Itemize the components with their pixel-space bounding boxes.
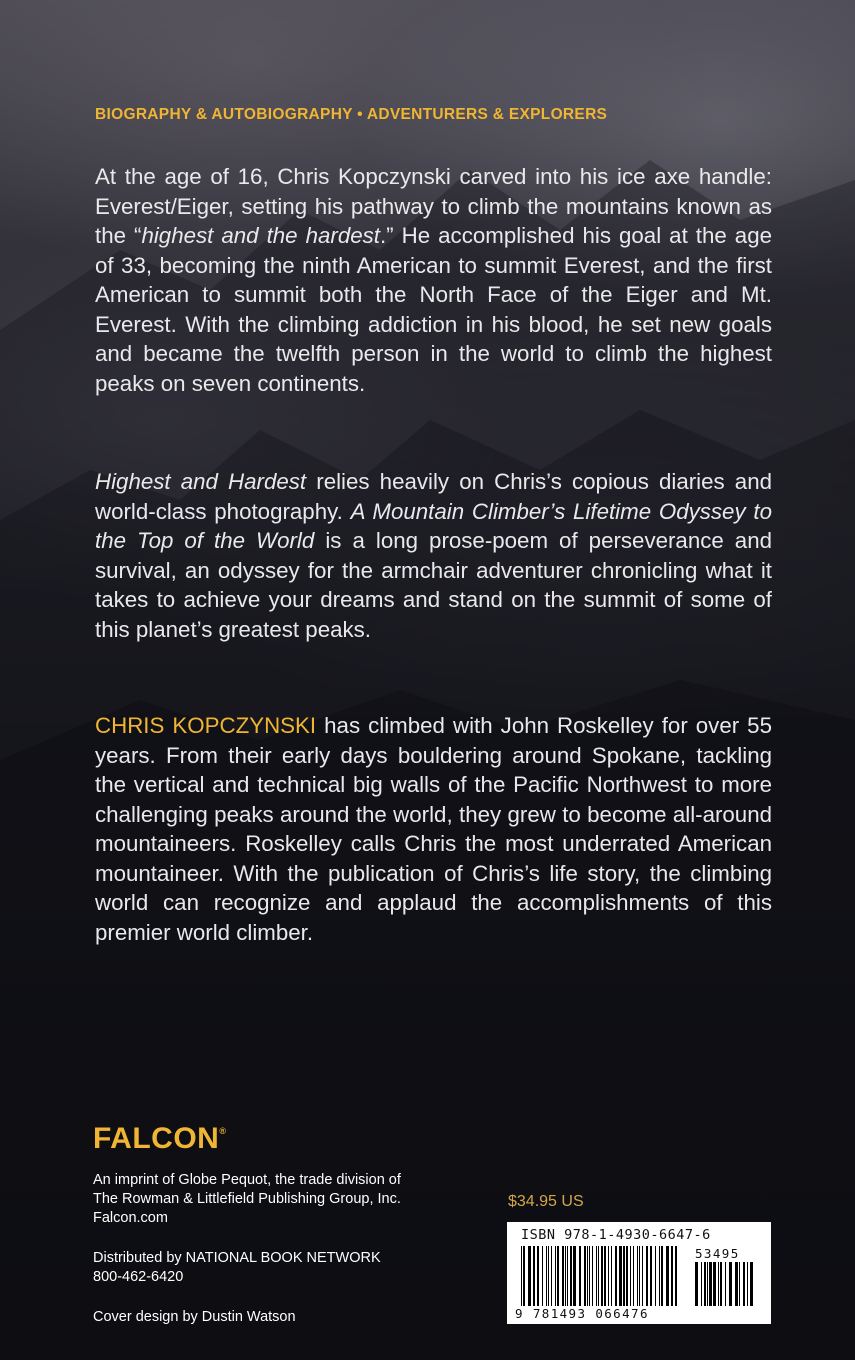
barcode-bar: [611, 1246, 612, 1306]
barcode-bar: [637, 1246, 638, 1306]
barcode-bar: [615, 1246, 617, 1306]
barcode-bar: [619, 1246, 622, 1306]
barcode-bar: [725, 1262, 726, 1306]
paragraph-2-italic-subtitle: A Mountain Climber’s Lifetime Odyssey to the Top of the World: [95, 498, 772, 553]
falcon-logo: [93, 1122, 226, 1156]
ean-digits: 9 781493 066476: [515, 1306, 649, 1321]
barcode-bar: [555, 1246, 556, 1306]
barcode-bar: [743, 1262, 745, 1306]
category-label: BIOGRAPHY & AUTOBIOGRAPHY • ADVENTURERS & EXPLORERS: [95, 106, 608, 123]
barcode-bar: [565, 1246, 566, 1306]
barcode-bar: [704, 1262, 706, 1306]
paragraph-2-text-a: relies heavily on Chris’s copious diaries and world-class photography.: [95, 469, 772, 524]
addon-digits: 53495: [695, 1246, 740, 1261]
barcode-bar: [589, 1246, 590, 1306]
falcon-logo-mark: ®: [219, 1126, 227, 1136]
barcode-bar: [604, 1246, 606, 1306]
description-paragraph-2: [95, 467, 772, 644]
barcode-bar: [542, 1246, 543, 1306]
barcode-bar: [587, 1246, 588, 1306]
imprint-line-1: An imprint of Globe Pequot, the trade division of: [93, 1172, 401, 1188]
barcode-bar: [642, 1246, 643, 1306]
distributor-phone: 800-462-6420: [93, 1269, 184, 1285]
barcode-bar: [579, 1246, 581, 1306]
paragraph-1-text-b: .” He accomplished his goal at the age of 33, becoming the ninth American to summit Everest, and the first American to summit both the North Face of the Eiger and Mt. Everest. With the climbing addiction in his blood, he set new goals and became the twelfth person in the world to climb the highest peaks on seven continents.: [95, 223, 773, 396]
paragraph-1-text-a: At the age of 16, Chris Kopczynski carved into his ice axe handle: Everest/Eiger, setting his pathway to climb the mountains known as the “: [95, 164, 772, 248]
barcode-bar: [729, 1262, 732, 1306]
barcode-bar: [709, 1262, 712, 1306]
ean-barcode-bars: [521, 1246, 681, 1306]
barcode-bar: [523, 1246, 525, 1306]
barcode-bar: [567, 1246, 568, 1306]
barcode-label: [507, 1222, 771, 1324]
barcode-bar: [528, 1246, 531, 1306]
barcode-bar: [570, 1246, 572, 1306]
barcode-bar: [551, 1246, 552, 1306]
cover-design-credit: Cover design by Dustin Watson: [93, 1309, 296, 1325]
barcode-bar: [630, 1246, 631, 1306]
paragraph-2-text-b: is a long prose-poem of perseverance and survival, an odyssey for the armchair adventurer chronicling what it takes to achieve your dreams and stand on the summit of some of this planet’s greatest peaks.: [95, 528, 772, 642]
barcode-bar: [548, 1246, 549, 1306]
barcode-bar: [537, 1246, 539, 1306]
barcode-bar: [533, 1246, 535, 1306]
barcode-bar: [701, 1262, 702, 1306]
paragraph-2-italic-title: Highest and Hardest: [95, 469, 307, 494]
barcode-bar: [666, 1246, 669, 1306]
barcode-bar: [739, 1262, 740, 1306]
imprint-line-2: The Rowman & Littlefield Publishing Group, Inc.: [93, 1191, 401, 1207]
author-bio-text: has climbed with John Roskelley for over 55 years. From their early days bouldering around Spokane, tackling the vertical and technical big walls of the Pacific Northwest to more challenging peaks around the world, they grew to become all-around mountaineers. Roskelley calls Chris the most underrated American mountaineer. With the publication of Chris’s life story, the climbing world can recognize and applaud the accomplishments of this premier world climber.: [95, 713, 772, 945]
barcode-bar: [671, 1246, 673, 1306]
barcode-bar: [601, 1246, 603, 1306]
barcode-bar: [735, 1262, 738, 1306]
author-bio-paragraph: [95, 711, 772, 947]
barcode-bar: [592, 1246, 593, 1306]
barcode-bar: [707, 1262, 708, 1306]
barcode-bar: [626, 1246, 628, 1306]
barcode-bar: [608, 1246, 609, 1306]
barcode-bar: [659, 1246, 660, 1306]
description-paragraph-1: [95, 162, 772, 398]
barcode-bar: [661, 1246, 663, 1306]
barcode-bar: [584, 1246, 586, 1306]
barcode-bar: [675, 1246, 677, 1306]
barcode-bar: [695, 1262, 698, 1306]
barcode-bar: [633, 1246, 634, 1306]
barcode-bar: [713, 1262, 716, 1306]
barcode-bar: [598, 1246, 599, 1306]
publisher-website: Falcon.com: [93, 1210, 168, 1226]
barcode-bar: [546, 1246, 547, 1306]
barcode-bar: [562, 1246, 564, 1306]
addon-barcode-bars: [695, 1262, 757, 1306]
barcode-bar: [655, 1246, 656, 1306]
barcode-bar: [720, 1262, 722, 1306]
price-label: $34.95 US: [508, 1193, 584, 1210]
falcon-logo-text: FALCON: [93, 1122, 220, 1155]
barcode-bar: [596, 1246, 597, 1306]
distributor-line: Distributed by NATIONAL BOOK NETWORK: [93, 1250, 381, 1266]
barcode-bar: [747, 1262, 748, 1306]
author-name: CHRIS KOPCZYNSKI: [95, 713, 317, 738]
barcode-bar: [646, 1246, 648, 1306]
barcode-bar: [573, 1246, 576, 1306]
barcode-bar: [557, 1246, 559, 1306]
barcode-bar: [750, 1262, 753, 1306]
barcode-bar: [650, 1246, 652, 1306]
barcode-bar: [639, 1246, 640, 1306]
paragraph-1-italic: highest and the hardest: [141, 223, 380, 248]
barcode-bar: [623, 1246, 625, 1306]
barcode-bar: [718, 1262, 719, 1306]
barcode-bar: [521, 1246, 522, 1306]
isbn-text: ISBN 978-1-4930-6647-6: [521, 1227, 711, 1243]
